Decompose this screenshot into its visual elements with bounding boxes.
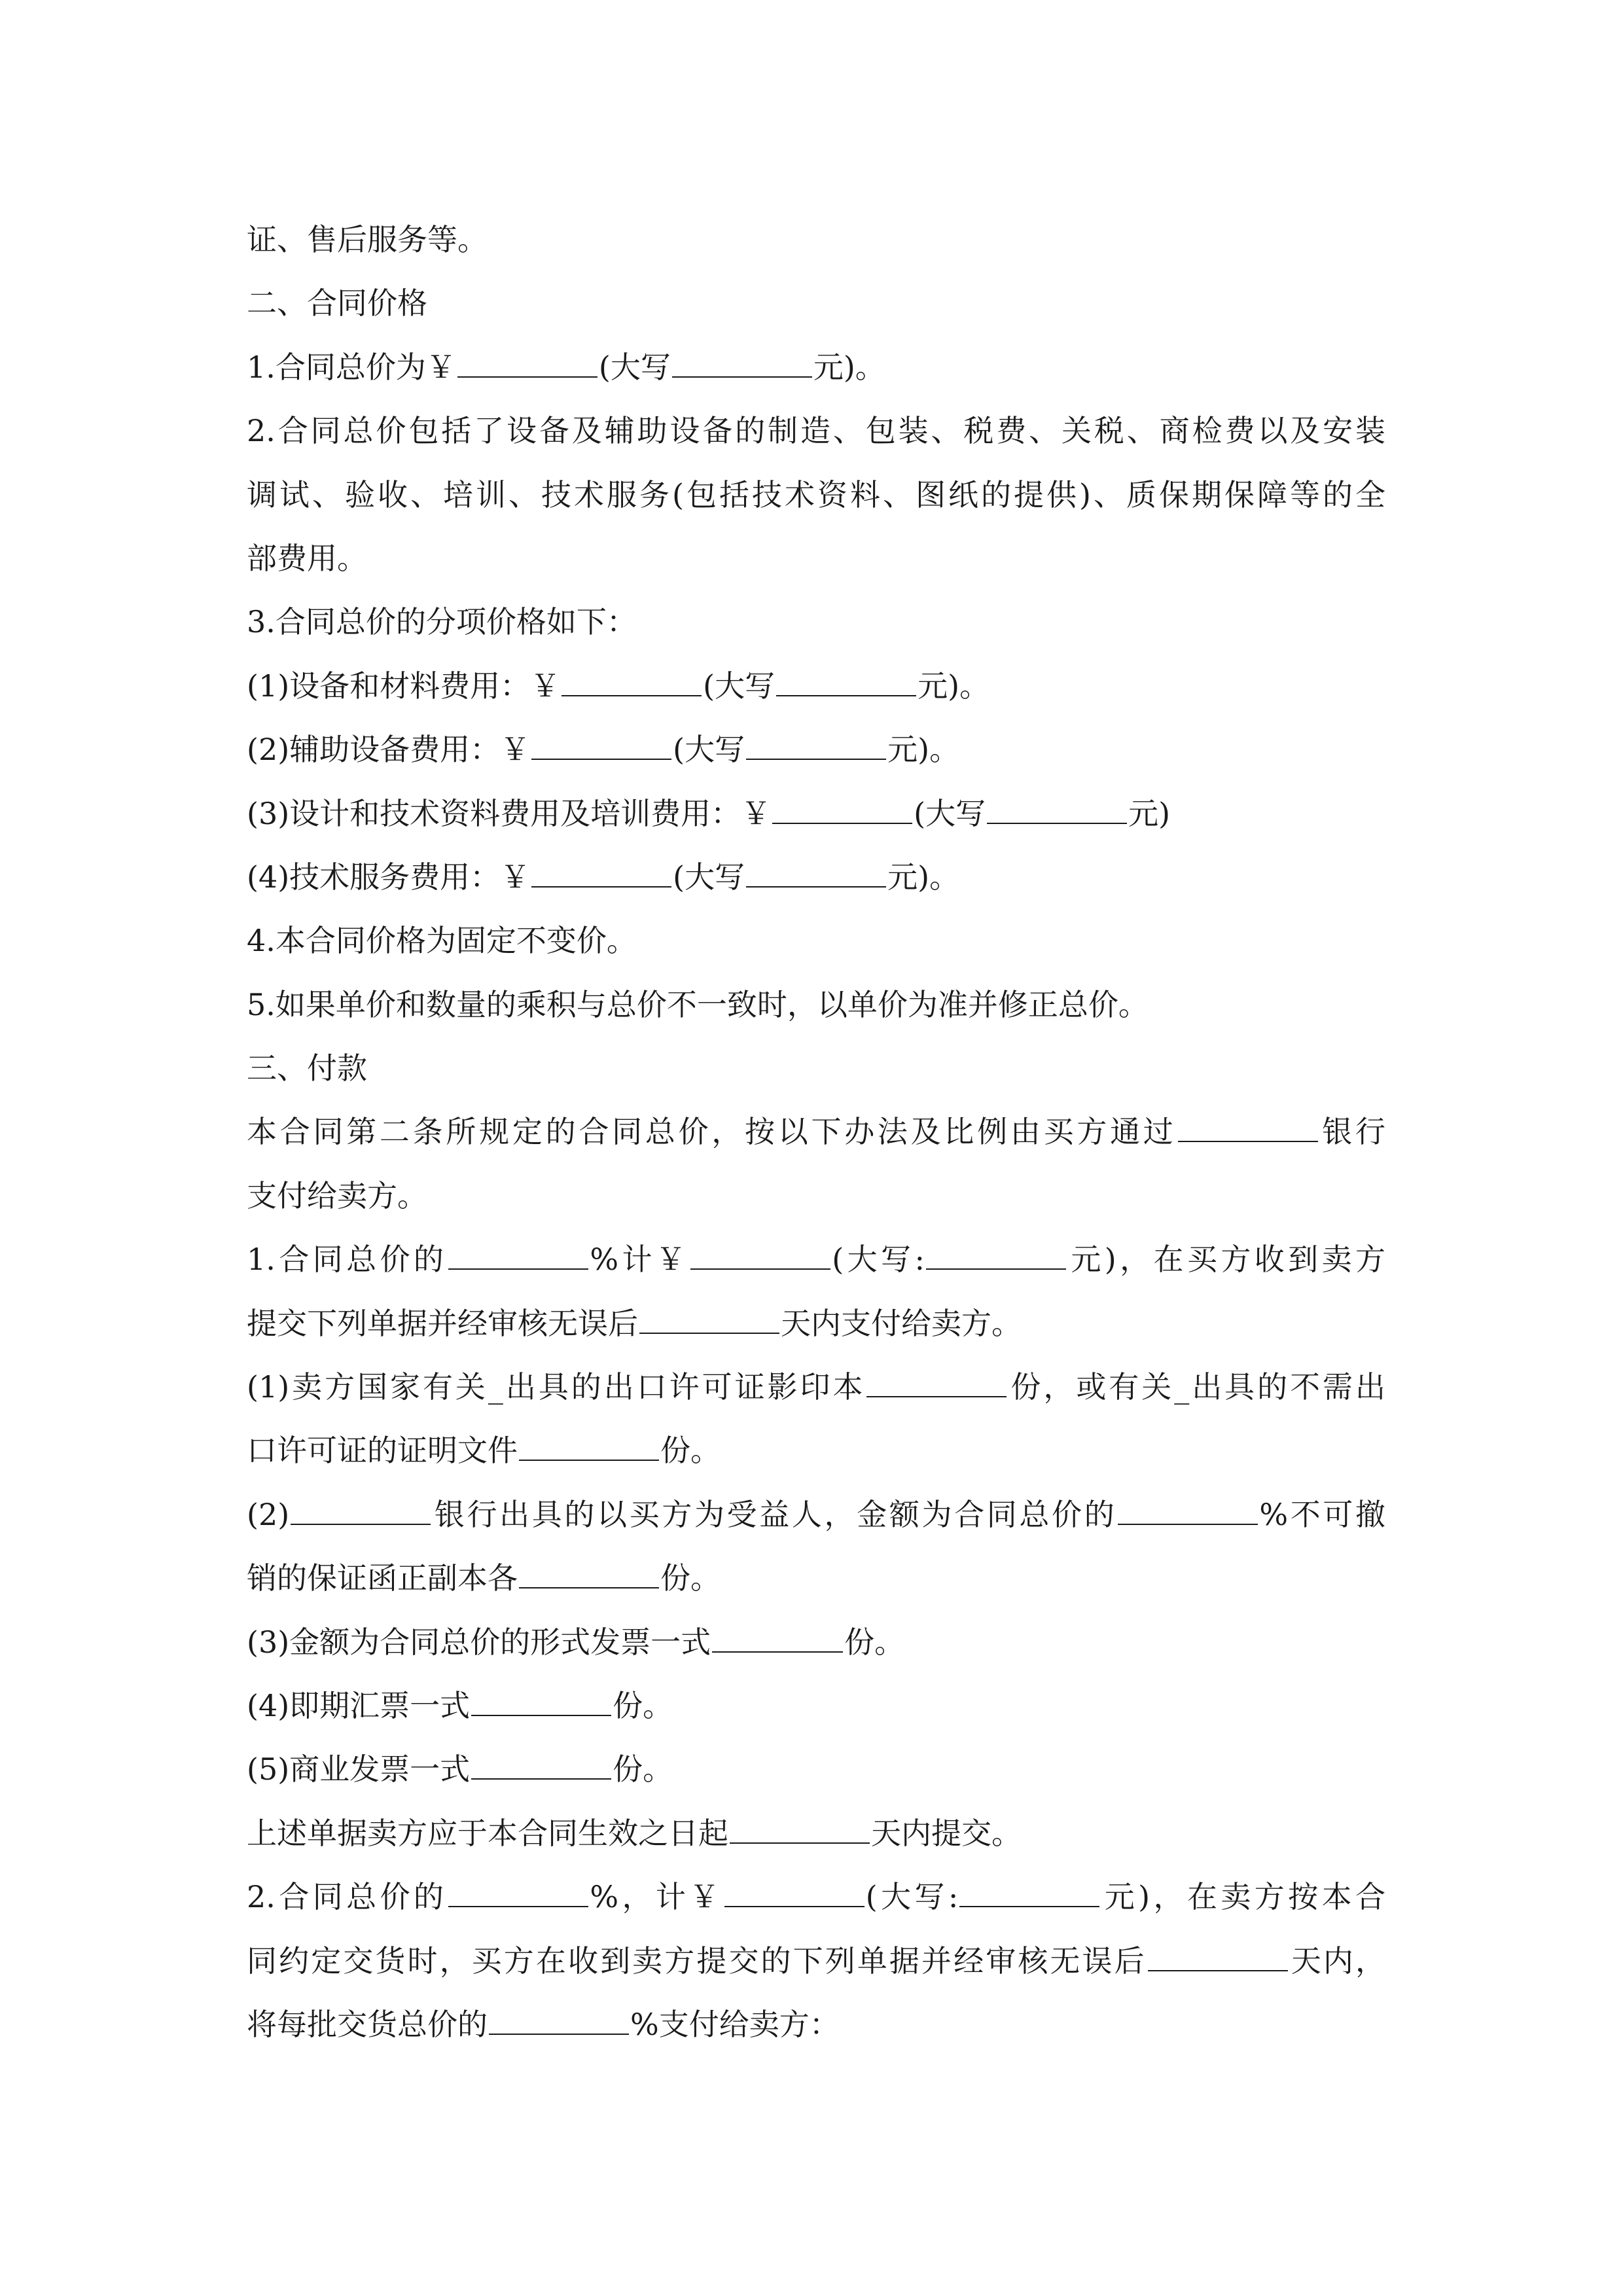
text-line: (1)卖方国家有关_出具的出口许可证影印本 份，或有关_出具的不需出 xyxy=(247,1369,1385,1405)
fill-blank[interactable] xyxy=(448,1244,588,1270)
text-line: 2.合同总价的 %，计￥ (大写: 元)，在卖方按本合 xyxy=(247,1879,1385,1915)
section-heading: 三、付款 xyxy=(247,1050,367,1086)
text-line: (4)即期汇票一式 份。 xyxy=(247,1687,673,1723)
fill-blank[interactable] xyxy=(519,1436,659,1462)
fill-blank[interactable] xyxy=(746,862,886,888)
fill-blank[interactable] xyxy=(1178,1117,1318,1143)
text-line: (2)辅助设备费用：￥ (大写 元)。 xyxy=(247,732,960,768)
fill-blank[interactable] xyxy=(489,2009,629,2035)
text-line: 1.合同总价为￥ (大写 元)。 xyxy=(247,349,885,385)
fill-blank[interactable] xyxy=(959,1882,1099,1907)
text-line: 部费用。 xyxy=(247,540,367,576)
text-line: (4)技术服务费用：￥ (大写 元)。 xyxy=(247,859,960,895)
fill-blank[interactable] xyxy=(690,1244,830,1270)
fill-blank[interactable] xyxy=(531,734,671,760)
text-line: 5.如果单价和数量的乘积与总价不一致时，以单价为准并修正总价。 xyxy=(247,986,1149,1022)
text-line: (3)设计和技术资料费用及培训费用：￥ (大写 元) xyxy=(247,795,1171,831)
text-line: (1)设备和材料费用：￥ (大写 元)。 xyxy=(247,668,990,704)
text-line: 4.本合同价格为固定不变价。 xyxy=(247,923,637,959)
fill-blank[interactable] xyxy=(987,798,1127,824)
fill-blank[interactable] xyxy=(672,352,812,378)
fill-blank[interactable] xyxy=(746,734,886,760)
fill-blank[interactable] xyxy=(448,1882,588,1907)
text-line: 本合同第二条所规定的合同总价，按以下办法及比例由买方通过 银行 xyxy=(247,1114,1386,1150)
text-line: (5)商业发票一式 份。 xyxy=(247,1751,673,1787)
text-line: 提交下列单据并经审核无误后 天内支付给卖方。 xyxy=(247,1305,1022,1341)
fill-blank[interactable] xyxy=(562,671,702,696)
fill-blank[interactable] xyxy=(471,1755,611,1780)
text-line: 口许可证的证明文件 份。 xyxy=(247,1433,721,1469)
fill-blank[interactable] xyxy=(457,352,597,378)
text-line: 同约定交货时，买方在收到卖方提交的下列单据并经审核无误后 天内， xyxy=(247,1943,1386,1979)
text-line: 1.合同总价的 %计￥ (大写: 元)，在买方收到卖方 xyxy=(247,1242,1385,1278)
fill-blank[interactable] xyxy=(772,798,912,824)
section-heading: 二、合同价格 xyxy=(247,285,427,321)
fill-blank[interactable] xyxy=(712,1627,843,1653)
text-line: 证、售后服务等。 xyxy=(247,222,488,257)
text-line: 3.合同总价的分项价格如下： xyxy=(247,604,637,640)
text-line: 销的保证函正副本各 份。 xyxy=(247,1560,721,1596)
contract-body xyxy=(247,208,1385,2056)
fill-blank[interactable] xyxy=(531,862,671,888)
text-line: (2) 银行出具的以买方为受益人，金额为合同总价的 %不可撤 xyxy=(247,1496,1386,1532)
fill-blank[interactable] xyxy=(1118,1499,1258,1525)
fill-blank[interactable] xyxy=(291,1499,431,1525)
fill-blank[interactable] xyxy=(866,1372,1007,1397)
text-line: 将每批交货总价的 %支付给卖方： xyxy=(247,2006,840,2042)
fill-blank[interactable] xyxy=(776,671,916,696)
fill-blank[interactable] xyxy=(639,1308,779,1334)
fill-blank[interactable] xyxy=(926,1244,1066,1270)
text-line: (3)金额为合同总价的形式发票一式 份。 xyxy=(247,1624,905,1660)
text-line: 上述单据卖方应于本合同生效之日起 天内提交。 xyxy=(247,1815,1022,1851)
text-line: 支付给卖方。 xyxy=(247,1177,427,1213)
fill-blank[interactable] xyxy=(724,1882,865,1907)
fill-blank[interactable] xyxy=(1148,1946,1288,1971)
fill-blank[interactable] xyxy=(519,1563,659,1588)
fill-blank[interactable] xyxy=(471,1691,611,1716)
text-line: 调试、验收、培训、技术服务(包括技术资料、图纸的提供)、质保期保障等的全 xyxy=(247,476,1385,512)
fill-blank[interactable] xyxy=(730,1818,870,1844)
text-line: 2.合同总价包括了设备及辅助设备的制造、包装、税费、关税、商检费以及安装 xyxy=(247,413,1385,449)
